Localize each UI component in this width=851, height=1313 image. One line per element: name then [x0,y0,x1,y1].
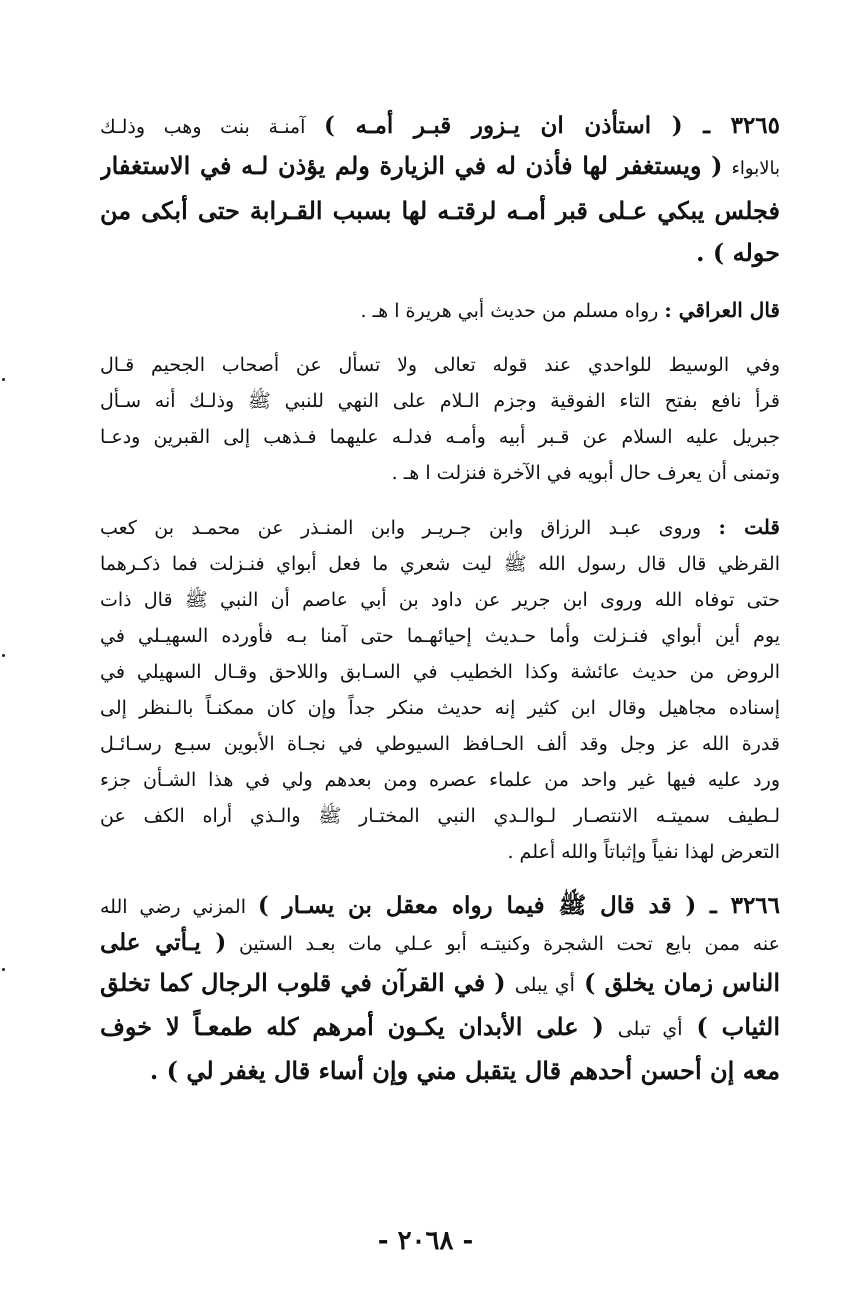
page-body [100,108,780,1100]
qultu-line-2: القرظي قال قال رسول الله ﷺ ليت شعري ما فعل أبواي فنـزلت فما ذكـرهما [100,553,780,575]
qultu-line-9: لـطيف سميتـه الانتصـار لـوالـدي النبي المختـار ﷺ والـذي أراه الكف عن [100,805,780,827]
entry-3266-line-4 [100,1006,780,1050]
wasit-paragraph [100,347,780,491]
qultu-label: قلت : [718,515,780,539]
qultu-line-5: الروض من حديث عائشة وكذا الخطيب في السـابق واللاحق وقـال السهيلي في [100,661,780,683]
entry-3265-line-1 [100,108,780,145]
entry-3266-line-4-quote: الثياب ) [696,1012,780,1041]
qultu-line-3: حتى توفاه الله وروى ابن جرير عن داود بن أبي عاصم أن النبي ﷺ قال ذات [100,589,780,611]
page-number: - ٢٠٦٨ - [377,1226,474,1256]
entry-3265-line-2 [100,145,780,190]
spacer [100,337,780,347]
entry-3266-line-1-rest: المزني رضي الله [100,896,246,918]
wasit-line-1: وفي الوسيط للواحدي عند قوله تعالى ولا تسأل عن أصحاب الجحيم قـال [100,354,780,376]
entry-3266-heading: ٣٢٦٦ ـ ( قد قال ﷺ فيما رواه معقل بن يسـار ) [257,892,780,919]
entry-3265-line-2-start: بالابواء [731,158,780,179]
margin-speck [2,378,5,381]
margin-speck [2,968,5,971]
entry-3265-heading: ٣٢٦٥ ـ ( استأذن ان يـزور قبـر أمـه ) [324,112,780,139]
entry-3266-line-2-plain: عنه ممن بايع تحت الشجرة وكنيتـه أبو عـلي مات بعـد الستين [238,933,780,955]
iraqi-label: قال العراقي : [664,298,780,322]
wasit-line-3: جبريل عليه السلام عن قـبر أبيه وأمـه فدلـه عليهما فـذهب إلى القبرين ودعـا [100,426,780,448]
entry-3266 [100,888,780,1092]
entry-3265-line-2-quote: ( ويستغفر لها فأذن له في الزيارة ولم يؤذن لـه في الاستغفار [100,151,723,180]
entry-3266-line-5: معه إن أحسن أحدهم قال يتقبل مني وإن أساء قال يغفر لي ) . [149,1056,780,1085]
qultu-line-8: ورد عليه فيها غير واحد من علماء عصره ومن بعدهم ولي في هذا الشـأن جزء [100,769,780,791]
entry-3266-line-3 [100,962,780,1006]
entry-3266-line-2-quote: ( يـأتي على [100,929,227,956]
qultu-line-4: يوم أين أبواي فنـزلت وأما حـديث إحيائهـما حتى آمنا بـه فأورده السهيـلي في [100,625,780,647]
iraqi-note [100,292,780,329]
entry-3265-line-4: حوله ) . [696,238,780,267]
iraqi-text: رواه مسلم من حديث أبي هريرة ا هـ . [360,300,659,322]
entry-3266-line-1 [100,888,780,925]
entry-3265-line-1-rest: آمنـة بنت وهب وذلـك [100,116,306,138]
spacer [100,878,780,888]
entry-3266-line-3-quote-2: ( في القرآن في قلوب الرجال كما تخلق [100,968,506,997]
entry-3266-line-4-quote-2: ( على الأبدان يكـون أمرهم كله طمعـاً لا خوف [100,1012,604,1041]
entry-3266-line-3-plain: أي يبلى [514,974,575,996]
qultu-line-7: قدرة الله عز وجل وقد ألف الحـافظ السيوطي في نجـاة الأبوين سبـع رسـائـل [100,733,780,755]
entry-3265 [100,108,780,274]
entry-3266-line-4-plain: أي تبلى [617,1018,683,1040]
qultu-line-10: التعرض لهذا نفياً وإثباتاً والله أعلم . [507,841,780,863]
entry-3266-line-2 [100,925,780,962]
iraqi-line [100,292,780,329]
qultu-paragraph [100,509,780,870]
margin-speck [2,654,5,657]
wasit-line-4: وتمنى أن يعرف حال أبويه في الآخرة فنزلت ا هـ . [391,462,780,484]
wasit-line-2: قرأ نافع بفتح التاء الفوقية وجزم الـلام على النهي للنبي ﷺ وذلـك أنه سـأل [100,390,780,412]
entry-3266-line-3-quote: الناس زمان يخلق ) [583,968,780,997]
qultu-line-6: إسناده مجاهيل وقال ابن كثير إنه حديث منكر جداً وإن كان ممكنـاً بالـنظر إلى [100,697,780,719]
entry-3265-line-3: فجلس يبكي عـلى قبر أمـه لرقتـه لها بسبب القـرابة حتى أبكى من [100,196,780,225]
spacer [100,499,780,509]
qultu-line-1 [100,509,780,546]
qultu-line-1-text: وروى عبـد الرزاق وابن جـريـر وابن المنـذر عن محمـد بن كعب [100,517,702,539]
spacer [100,282,780,292]
